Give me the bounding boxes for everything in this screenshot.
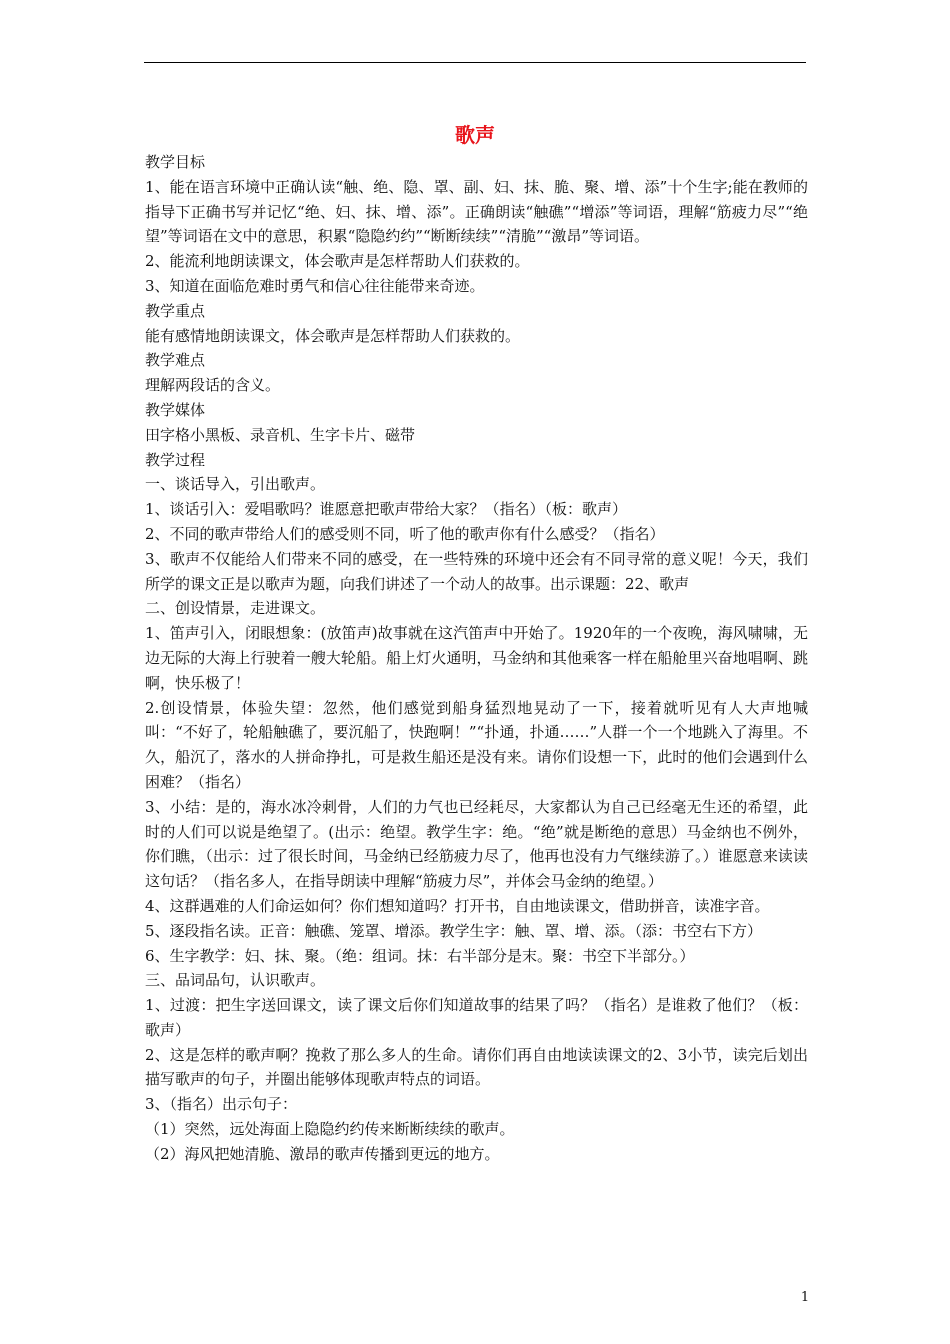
paragraph: 1、笛声引入，闭眼想象：(放笛声)故事就在这汽笛声中开始了。1920年的一个夜晚，海风啸啸，无边无际的大海上行驶着一艘大轮船。船上灯火通明，马金纳和其他乘客一样在船舱里兴奋地唱啊、跳啊，快乐极了！ <box>145 624 808 692</box>
paragraph: 2.创设情景，体验失望：忽然，他们感觉到船身猛烈地晃动了一下，接着就听见有人大声地喊叫：“不好了，轮船触礁了，要沉船了，快跑啊！”“扑通，扑通……”人群一个一个地跳入了海里。不久，船沉了，落水的人拼命挣扎，可是救生船还是没有来。请你们设想一下，此时的他们会遇到什么困难？（指名） <box>145 698 808 791</box>
section-heading-objectives: 教学目标 <box>145 153 206 171</box>
document-body <box>145 150 808 1167</box>
paragraph: 田字格小黑板、录音机、生字卡片、磁带 <box>145 425 416 444</box>
paragraph: 2、这是怎样的歌声啊？挽救了那么多人的生命。请你们再自由地读读课文的2、3小节，读完后划出描写歌声的句子，并圈出能够体现歌声特点的词语。 <box>145 1045 808 1089</box>
document-title: 歌声 <box>455 123 495 147</box>
paragraph: 4、这群遇难的人们命运如何？你们想知道吗？打开书，自由地读课文，借助拼音，读准字音。 <box>145 896 770 915</box>
section-heading-key-points: 教学重点 <box>145 301 206 320</box>
paragraph: 1、过渡：把生字送回课文，读了课文后你们知道故事的结果了吗？（指名）是谁救了他们？（板：歌声） <box>145 996 808 1039</box>
paragraph: 二、创设情景，走进课文。 <box>145 599 326 618</box>
page-number: 1 <box>800 1290 810 1305</box>
paragraph: 6、生字教学：妇、抹、聚。（绝：组词。抹：右半部分是末。聚：书空下半部分。） <box>145 946 695 965</box>
paragraph: 3、歌声不仅能给人们带来不同的感受，在一些特殊的环境中还会有不同寻常的意义呢！今天，我们所学的课文正是以歌声为题，向我们讲述了一个动人的故事。出示课题：22、歌声 <box>145 549 808 593</box>
header-rule <box>144 62 806 63</box>
section-heading-process: 教学过程 <box>145 450 206 469</box>
paragraph: 2、不同的歌声带给人们的感受则不同，听了他的歌声你有什么感受？（指名） <box>145 524 665 543</box>
paragraph: 理解两段话的含义。 <box>145 376 281 395</box>
paragraph: 5、逐段指名读。正音：触礁、笼罩、增添。教学生字：触、罩、增、添。（添：书空右下方） <box>145 921 763 940</box>
section-heading-media: 教学媒体 <box>145 400 206 419</box>
paragraph: 3、知道在面临危难时勇气和信心往往能带来奇迹。 <box>145 276 485 295</box>
paragraph: 一、谈话导入，引出歌声。 <box>145 475 326 494</box>
paragraph: 3、（指名）出示句子： <box>145 1095 298 1114</box>
paragraph: 能有感情地朗读课文，体会歌声是怎样帮助人们获救的。 <box>145 326 521 345</box>
paragraph: 1、谈话引入：爱唱歌吗？谁愿意把歌声带给大家？（指名）（板：歌声） <box>145 500 628 519</box>
paragraph: 三、品词品句，认识歌声。 <box>145 971 326 990</box>
paragraph: （1）突然，远处海面上隐隐约约传来断断续续的歌声。 <box>145 1120 515 1139</box>
paragraph: （2）海风把她清脆、激昂的歌声传播到更远的地方。 <box>145 1144 500 1163</box>
paragraph: 1、能在语言环境中正确认读“触、绝、隐、罩、副、妇、抹、脆、聚、增、添”十个生字;能在教师的指导下正确书写并记忆“绝、妇、抹、增、添”。正确朗读“触礁”“增添”等词语，理解“筋疲力尽”“绝望”等词语在文中的意思，积累“隐隐约约”“断断续续”“清脆”“激昂”等词语。 <box>145 177 808 246</box>
paragraph: 2、能流利地朗读课文，体会歌声是怎样帮助人们获救的。 <box>145 252 530 271</box>
paragraph: 3、小结：是的，海水冰冷刺骨，人们的力气也已经耗尽，大家都认为自己已经毫无生还的希望，此时的人们可以说是绝望了。(出示：绝望。教学生字：绝。“绝”就是断绝的意思）马金纳也不例外，你们瞧，（出示：过了很长时间，马金纳已经筋疲力尽了，他再也没有力气继续游了。）谁愿意来读读这句话？（指名多人，在指导朗读中理解“筋疲力尽”，并体会马金纳的绝望。） <box>145 797 808 891</box>
section-heading-difficulties: 教学难点 <box>145 351 206 370</box>
